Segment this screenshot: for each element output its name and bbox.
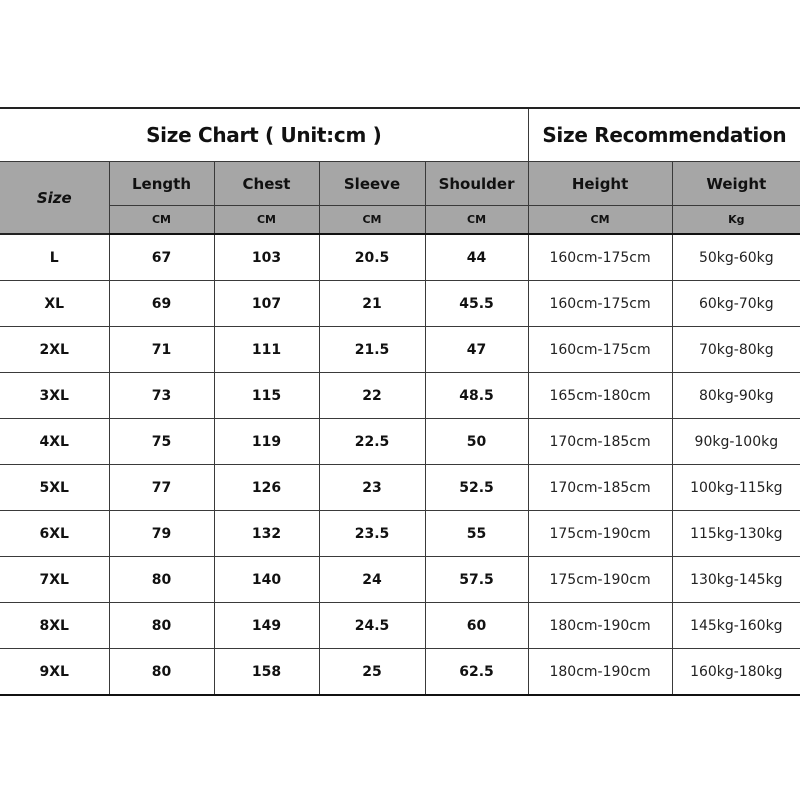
shoulder-cell: 47 — [425, 327, 528, 373]
weight-range-cell: 130kg-145kg — [672, 557, 800, 603]
sleeve-cell: 21.5 — [319, 327, 425, 373]
sleeve-cell: 22.5 — [319, 419, 425, 465]
sleeve-cell: 25 — [319, 649, 425, 696]
height-range-cell: 175cm-190cm — [528, 511, 672, 557]
height-range-cell: 170cm-185cm — [528, 465, 672, 511]
height-range-cell: 160cm-175cm — [528, 234, 672, 281]
weight-range-cell: 115kg-130kg — [672, 511, 800, 557]
table-row — [0, 465, 800, 511]
chest-unit: CM — [214, 206, 319, 235]
shoulder-cell: 60 — [425, 603, 528, 649]
length-cell: 75 — [109, 419, 214, 465]
sleeve-cell: 20.5 — [319, 234, 425, 281]
size-cell: 9XL — [0, 649, 109, 696]
size-cell: 8XL — [0, 603, 109, 649]
weight-range-cell: 100kg-115kg — [672, 465, 800, 511]
shoulder-cell: 57.5 — [425, 557, 528, 603]
length-unit: CM — [109, 206, 214, 235]
shoulder-cell: 55 — [425, 511, 528, 557]
weight-range-cell: 80kg-90kg — [672, 373, 800, 419]
size-cell: 4XL — [0, 419, 109, 465]
sleeve-cell: 24.5 — [319, 603, 425, 649]
length-header: Length — [109, 162, 214, 206]
shoulder-cell: 48.5 — [425, 373, 528, 419]
weight-range-cell: 160kg-180kg — [672, 649, 800, 696]
height-range-cell: 180cm-190cm — [528, 603, 672, 649]
size-chart-table — [0, 107, 800, 696]
table-row — [0, 557, 800, 603]
chest-cell: 140 — [214, 557, 319, 603]
height-range-cell: 180cm-190cm — [528, 649, 672, 696]
chest-cell: 119 — [214, 419, 319, 465]
size-cell: XL — [0, 281, 109, 327]
shoulder-cell: 50 — [425, 419, 528, 465]
chest-cell: 103 — [214, 234, 319, 281]
length-cell: 80 — [109, 557, 214, 603]
table-row — [0, 234, 800, 281]
height-unit: CM — [528, 206, 672, 235]
weight-range-cell: 145kg-160kg — [672, 603, 800, 649]
sleeve-cell: 23.5 — [319, 511, 425, 557]
size-cell: 7XL — [0, 557, 109, 603]
shoulder-cell: 44 — [425, 234, 528, 281]
sleeve-cell: 22 — [319, 373, 425, 419]
chest-cell: 149 — [214, 603, 319, 649]
length-cell: 80 — [109, 649, 214, 696]
size-cell: 2XL — [0, 327, 109, 373]
shoulder-header: Shoulder — [425, 162, 528, 206]
weight-range-cell: 70kg-80kg — [672, 327, 800, 373]
shoulder-cell: 52.5 — [425, 465, 528, 511]
weight-unit: Kg — [672, 206, 800, 235]
height-range-cell: 170cm-185cm — [528, 419, 672, 465]
sleeve-cell: 23 — [319, 465, 425, 511]
chest-cell: 111 — [214, 327, 319, 373]
table-row — [0, 511, 800, 557]
table-row — [0, 327, 800, 373]
chest-header: Chest — [214, 162, 319, 206]
length-cell: 77 — [109, 465, 214, 511]
shoulder-cell: 45.5 — [425, 281, 528, 327]
sleeve-cell: 24 — [319, 557, 425, 603]
length-cell: 79 — [109, 511, 214, 557]
chest-cell: 115 — [214, 373, 319, 419]
length-cell: 80 — [109, 603, 214, 649]
weight-range-cell: 60kg-70kg — [672, 281, 800, 327]
chest-cell: 107 — [214, 281, 319, 327]
weight-range-cell: 50kg-60kg — [672, 234, 800, 281]
length-cell: 73 — [109, 373, 214, 419]
height-range-cell: 160cm-175cm — [528, 281, 672, 327]
size-recommendation-title: Size Recommendation — [528, 108, 800, 162]
size-cell: 6XL — [0, 511, 109, 557]
sleeve-unit: CM — [319, 206, 425, 235]
height-range-cell: 160cm-175cm — [528, 327, 672, 373]
table-row — [0, 373, 800, 419]
table-row — [0, 649, 800, 696]
height-range-cell: 165cm-180cm — [528, 373, 672, 419]
size-column-header: Size — [0, 162, 109, 235]
chest-cell: 132 — [214, 511, 319, 557]
table-row — [0, 281, 800, 327]
size-cell: 5XL — [0, 465, 109, 511]
chest-cell: 158 — [214, 649, 319, 696]
length-cell: 71 — [109, 327, 214, 373]
weight-range-cell: 90kg-100kg — [672, 419, 800, 465]
size-cell: L — [0, 234, 109, 281]
table-row — [0, 419, 800, 465]
sleeve-header: Sleeve — [319, 162, 425, 206]
table-row — [0, 603, 800, 649]
size-chart-title: Size Chart ( Unit:cm ) — [0, 108, 528, 162]
length-cell: 69 — [109, 281, 214, 327]
shoulder-cell: 62.5 — [425, 649, 528, 696]
height-header: Height — [528, 162, 672, 206]
sleeve-cell: 21 — [319, 281, 425, 327]
weight-header: Weight — [672, 162, 800, 206]
length-cell: 67 — [109, 234, 214, 281]
size-cell: 3XL — [0, 373, 109, 419]
height-range-cell: 175cm-190cm — [528, 557, 672, 603]
chest-cell: 126 — [214, 465, 319, 511]
shoulder-unit: CM — [425, 206, 528, 235]
